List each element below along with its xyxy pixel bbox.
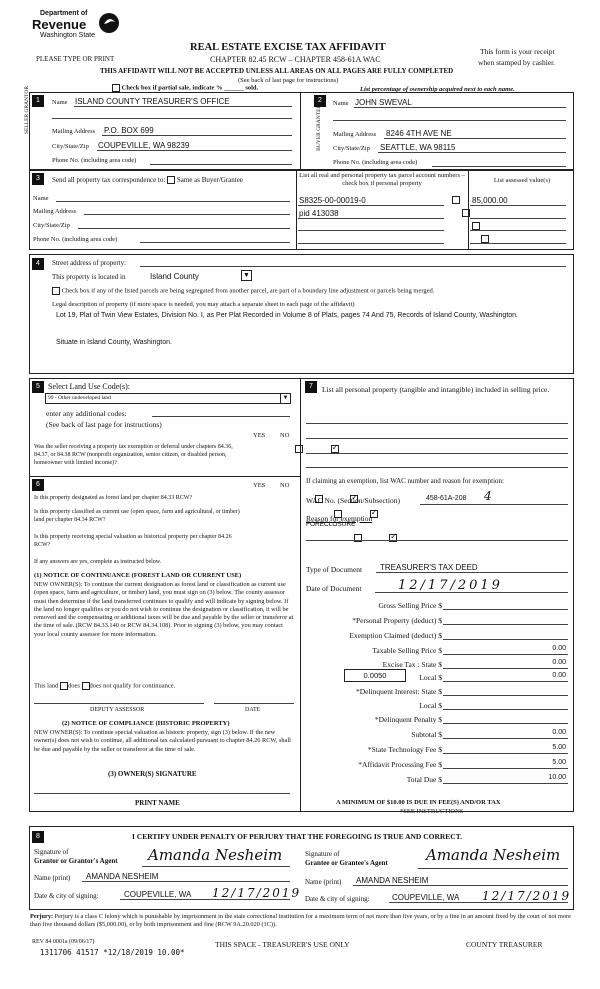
grantor-print-label: Name (print) — [34, 874, 71, 882]
see-instructions: *SEE INSTRUCTIONS — [400, 808, 464, 815]
s3-name-label: Name — [33, 195, 49, 202]
grantor-city[interactable]: COUPEVILLE, WA — [124, 890, 192, 899]
wac-number[interactable]: 458-61A-208 — [426, 495, 467, 502]
county-select[interactable]: Island County — [150, 272, 199, 281]
buyer-name[interactable]: JOHN SWEVAL — [355, 98, 412, 107]
revenue-logo — [32, 10, 122, 46]
s5-no-header: NO — [280, 432, 290, 439]
doc-type-label: Type of Document — [306, 565, 363, 574]
print-name-label: PRINT NAME — [135, 799, 180, 807]
gross-label: Gross Selling Price $ — [378, 601, 442, 610]
form-title: REAL ESTATE EXCISE TAX AFFIDAVIT — [190, 42, 386, 53]
street-label: Street address of property: — [52, 259, 127, 267]
treasurer-use-only: THIS SPACE - TREASURER'S USE ONLY — [215, 940, 350, 949]
personal-property-label: List all personal property (tangible and intangible) included in selling price. — [322, 385, 550, 394]
parcel-1-personal-checkbox[interactable] — [452, 196, 460, 204]
located-label: This property is located in — [52, 273, 126, 281]
historic-no-checkbox[interactable] — [389, 534, 397, 542]
minimum-note: A MINIMUM OF $10.00 IS DUE IN FEE(S) AND/OR TAX — [336, 799, 501, 806]
seller-name[interactable]: ISLAND COUNTY TREASURER'S OFFICE — [75, 97, 230, 106]
personal-deduct-label: *Personal Property (deduct) $ — [352, 616, 442, 625]
land-does-checkbox[interactable] — [60, 682, 68, 690]
buyer-address-label: Mailing Address — [333, 131, 377, 138]
seller-name-label: Name — [52, 99, 68, 106]
grantee-print-label: Name (print) — [305, 878, 342, 886]
section-1-num: 1 — [32, 95, 44, 107]
logo-dept: Department of — [40, 10, 88, 17]
rev-number: REV 84 0001a (09/06/17) — [32, 939, 95, 945]
tech-fee-value[interactable]: 5.00 — [552, 744, 566, 751]
excise-state-value[interactable]: 0.00 — [552, 659, 566, 666]
subtotal-label: Subtotal $ — [411, 730, 442, 739]
any-yes-note: If any answers are yes, complete as instructed below. — [34, 559, 162, 565]
seller-side-label: SELLER GRANTOR — [24, 85, 30, 135]
reason-label: Reason for exemption — [306, 514, 373, 523]
assessed-header: List assessed value(s) — [493, 177, 551, 184]
section-5-num: 5 — [32, 381, 44, 393]
wac-handwritten: 4 — [484, 489, 492, 503]
grantee-print[interactable]: AMANDA NESHEIM — [356, 876, 429, 885]
buyer-address[interactable]: 8246 4TH AVE NE — [386, 129, 452, 138]
s3-phone-label: Phone No. (including area code) — [33, 236, 118, 243]
historic-yes-checkbox[interactable] — [354, 534, 362, 542]
tech-fee-label: *State Technology Fee $ — [367, 745, 442, 754]
buyer-city[interactable]: SEATTLE, WA 98115 — [380, 143, 456, 152]
land-use-dropdown-icon[interactable]: ▼ — [280, 394, 290, 403]
grantee-signature[interactable]: Amanda Nesheim — [426, 846, 561, 864]
boundary-checkbox-row: Check box if any of the listed parcels are being segregated from another parcel, are part of a boundary line adjustment or parcels being merged. — [52, 287, 434, 295]
seller-address-label: Mailing Address — [52, 128, 96, 135]
current-use-question: Is this property classified as current use (open space, farm and agricultural, or timber) land per chapter 84.34 RCW? — [34, 509, 240, 523]
parcel-2-personal-checkbox[interactable] — [462, 209, 470, 217]
buyer-name-label: Name — [333, 100, 349, 107]
wac-label: WAC No. (Section/Subsection) — [306, 496, 400, 505]
logo-revenue: Revenue — [32, 17, 87, 32]
see-back-note: (See back of last page for instructions) — [238, 77, 339, 84]
deputy-assessor-label: DEPUTY ASSESSOR — [90, 707, 145, 713]
notice-continuance-text: NEW OWNER(S): To continue the current designation as forest land or classification as current use (open space, farm and agriculture, or timber) land, you must sign on (3) below. The county assessor must then determine if the land transferred continues to qualify and will indicate by signing below. If the land no longer qualifies or you do not wish to continue the designation or classification, it will be removed and the compensating or additional taxes will be due and payable by the seller or transferor at the time of sale. (RCW 84.33.140 or RCW 84.34.108). Prior to signing (3) below, you may contact your local county assessor for more information. — [34, 581, 294, 638]
land-does-not-checkbox[interactable] — [82, 682, 90, 690]
s6-no-header: NO — [280, 482, 290, 489]
date-label: DATE — [245, 707, 261, 713]
affidavit-fee-value[interactable]: 5.00 — [552, 759, 566, 766]
partial-sale[interactable]: Check box if partial sale, indicate % ______ sold. — [112, 84, 258, 92]
grantor-date-label: Date & city of signing: — [34, 892, 99, 900]
doc-date[interactable]: 12/17/2019 — [398, 578, 503, 593]
seller-phone-label: Phone No. (including area code) — [52, 157, 137, 164]
section-6-num: 6 — [32, 479, 44, 491]
legal-label: Legal description of property (if more space is needed, you may attach a separate sheet to each page of the affidavit) — [52, 301, 355, 308]
s5-yes-header: YES — [253, 432, 266, 439]
logo-state: Washington State — [40, 32, 95, 39]
please-type: PLEASE TYPE OR PRINT — [36, 55, 115, 63]
section-8-num: 8 — [32, 831, 44, 843]
taxable-value[interactable]: 0.00 — [552, 645, 566, 652]
forest-question: Is this property designated as forest land per chapter 84.33 RCW? — [34, 495, 193, 501]
s3-address-label: Mailing Address — [33, 208, 77, 215]
notice-compliance-title: (2) NOTICE OF COMPLIANCE (HISTORIC PROPERTY) — [62, 720, 230, 727]
doc-date-label: Date of Document — [306, 584, 362, 593]
s5-see-back: (See back of last page for instructions) — [46, 420, 162, 429]
seller-city-label: City/State/Zip — [52, 143, 89, 150]
completion-notice: THIS AFFIDAVIT WILL NOT BE ACCEPTED UNLESS ALL AREAS ON ALL PAGES ARE FULLY COMPLETED — [100, 67, 454, 75]
ownership-note: List percentage of ownership acquired next to each name. — [360, 86, 515, 93]
parcel-list-header: List all real and personal property tax parcel account numbers – check box if personal property — [299, 172, 465, 187]
owner-signature-label: (3) OWNER(S) SIGNATURE — [108, 770, 197, 778]
partial-sale-checkbox[interactable] — [112, 84, 120, 92]
exemption-claimed-label: Exemption Claimed (deduct) $ — [349, 631, 442, 640]
situate-text[interactable]: Situate in Island County, Washington. — [56, 339, 172, 346]
seller-address[interactable]: P.O. BOX 699 — [104, 126, 154, 135]
s6-yes-header: YES — [253, 482, 266, 489]
section-4-num: 4 — [32, 258, 44, 270]
county-dropdown-icon[interactable]: ▼ — [241, 270, 252, 281]
land-use-select[interactable]: 99 - Other undeveloped land ▼ — [45, 393, 291, 404]
subtotal-value[interactable]: 0.00 — [552, 729, 566, 736]
delinquent-interest-label: *Delinquent Interest: State $ — [355, 687, 442, 696]
affidavit-fee-label: *Affidavit Processing Fee $ — [358, 760, 442, 769]
parcel-1[interactable]: S8325-00-00019-0 — [299, 196, 366, 205]
grantee-date-label: Date & city of signing: — [305, 895, 370, 903]
buyer-city-label: City/State/Zip — [333, 145, 370, 152]
legal-description[interactable]: Lot 19, Plat of Twin View Estates, Division No. I, as Per Plat Recorded in Volume 8 of Plats, pages 74 And 75, Records of Island County, Washington. — [56, 312, 518, 319]
additional-codes-label: enter any additional codes: — [46, 409, 127, 418]
receipt-note: This form is your receipt — [480, 47, 555, 56]
local-label: Local $ — [419, 673, 442, 682]
grantee-date[interactable]: 12/17/2019 — [482, 889, 572, 903]
reason-value[interactable]: FORECLOSURE — [306, 521, 356, 528]
claim-exemption-label: If claiming an exemption, list WAC number and reason for exemption: — [306, 477, 504, 485]
grantee-sig-label: Signature of Grantee or Grantee's Agent — [305, 850, 388, 867]
local-value[interactable]: 0.00 — [552, 672, 566, 679]
boundary-checkbox[interactable] — [52, 287, 60, 295]
local-rate-input[interactable]: 0.0050 — [344, 669, 406, 682]
perjury-note: Perjury: Perjury is a class C felony which is punishable by imprisonment in the state correctional institution for a maximum term of not more than five years, or by a fine in an amount fixed by the court of not more than five thousand dollars ($5,000.00), or by both imprisonment and fine (RCW 9A.20.020 (1C)). — [30, 913, 571, 928]
exemption-yes-checkbox[interactable] — [295, 445, 303, 453]
county-treasurer: COUNTY TREASURER — [466, 940, 543, 949]
local2-label: Local $ — [419, 701, 442, 710]
exemption-question: Was the seller receiving a property tax exemption or deferral under chapters 84.36, 84.37, or 84.38 RCW (nonprofit organization, senior citizen, or disabled person, homeowner with limited income)? — [34, 444, 233, 466]
section-7-num: 7 — [305, 381, 317, 393]
logo-swirl-icon — [98, 10, 120, 36]
notice-compliance-text: NEW OWNER(S): To continue special valuation as historic property, sign (3) below. If the new owner(s) does not wish to continue, all additional tax calculated pursuant to chapter 84.26 RCW, shall be due and payable by the seller or transferor at the time of sale. — [34, 729, 291, 753]
land-use-label: Select Land Use Code(s): — [48, 382, 130, 391]
same-as-buyer-checkbox[interactable] — [167, 176, 175, 184]
grantee-city[interactable]: COUPEVILLE, WA — [392, 893, 460, 902]
certify-text: I CERTIFY UNDER PENALTY OF PERJURY THAT THE FOREGOING IS TRUE AND CORRECT. — [132, 832, 463, 841]
form-subtitle: CHAPTER 82.45 RCW – CHAPTER 458-61A WAC — [210, 55, 381, 64]
taxable-label: Taxable Selling Price $ — [372, 646, 442, 655]
notice-continuance-title: (1) NOTICE OF CONTINUANCE (FOREST LAND OR CURRENT USE) — [34, 572, 242, 579]
send-correspondence: Send all property tax correspondence to: Same as Buyer/Grantee — [52, 176, 243, 184]
section-2-num: 2 — [314, 95, 326, 107]
treasurer-stamp: 1311706 41517 *12/18/2019 10.00* — [40, 948, 185, 957]
section-3-num: 3 — [32, 173, 44, 185]
this-land-row: This land does does not qualify for continuance. — [34, 682, 176, 690]
grantor-print[interactable]: AMANDA NESHEIM — [86, 872, 159, 881]
doc-type[interactable]: TREASURER'S TAX DEED — [380, 563, 478, 572]
grantor-sig-label: Signature of Grantor or Grantor's Agent — [34, 848, 118, 865]
buyer-side-label: BUYER GRANTEE — [316, 105, 322, 151]
total-due-label: Total Due $ — [406, 775, 442, 784]
excise-state-label: Excise Tax : State $ — [382, 660, 442, 669]
s3-city-label: City/State/Zip — [33, 222, 70, 229]
assessed-1[interactable]: 85,000.00 — [472, 196, 508, 205]
parcel-2[interactable]: pid 413038 — [299, 209, 339, 218]
grantor-date[interactable]: 12/17/2019 — [212, 886, 302, 900]
receipt-note-2: when stamped by cashier. — [478, 58, 556, 67]
seller-city[interactable]: COUPEVILLE, WA 98239 — [98, 141, 190, 150]
buyer-phone-label: Phone No. (including area code) — [333, 159, 418, 166]
historic-question: Is this property receiving special valuation as historical property per chapter 84.26 RCW? — [34, 534, 232, 548]
grantor-signature[interactable]: Amanda Nesheim — [148, 846, 283, 864]
delinquent-penalty-label: *Delinquent Penalty $ — [374, 715, 442, 724]
total-due-value[interactable]: 10.00 — [548, 774, 566, 781]
